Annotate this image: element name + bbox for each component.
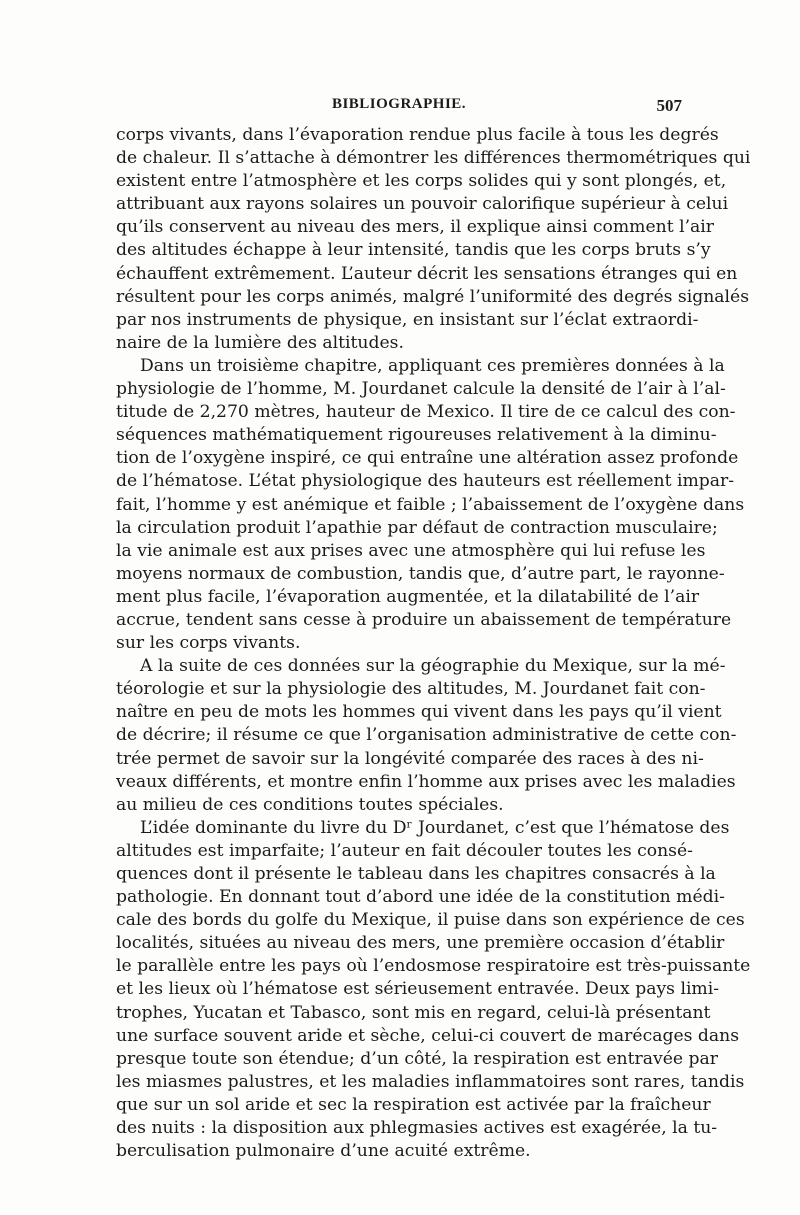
text-line: pathologie. En donnant tout d’abord une idée de la constitution médi- bbox=[116, 887, 725, 908]
text-line: titude de 2,270 mètres, hauteur de Mexico. Il tire de ce calcul des con- bbox=[116, 402, 736, 423]
text-line: veaux différents, et montre enfin l’homme aux prises avec les maladies bbox=[116, 771, 736, 792]
text-line: de l’hématose. L’état physiologique des hauteurs est réellement impar- bbox=[116, 471, 735, 492]
text-line: trée permet de savoir sur la longévité comparée des races à des ni- bbox=[116, 748, 704, 769]
text-line: A la suite de ces données sur la géographie du Mexique, sur la mé- bbox=[140, 656, 726, 677]
text-line: séquences mathématiquement rigoureuses relativement à la diminu- bbox=[116, 425, 717, 446]
text-line: de décrire; il résume ce que l’organisation administrative de cette con- bbox=[116, 725, 737, 746]
text-line: la circulation produit l’apathie par défaut de contraction musculaire; bbox=[116, 517, 718, 538]
text-line: altitudes est imparfaite; l’auteur en fait découler toutes les consé- bbox=[116, 840, 693, 861]
text-line: que sur un sol aride et sec la respiration est activée par la fraîcheur bbox=[116, 1094, 711, 1115]
page-number: 507 bbox=[656, 96, 682, 115]
text-line: de chaleur. Il s’attache à démontrer les différences thermométriques qui bbox=[116, 148, 751, 169]
text-line: ment plus facile, l’évaporation augmentée, et la dilatabilité de l’air bbox=[116, 586, 700, 607]
text-line: résultent pour les corps animés, malgré l’uniformité des degrés signalés bbox=[116, 286, 750, 307]
text-line: qu’ils conservent au niveau des mers, il explique ainsi comment l’air bbox=[116, 217, 715, 238]
text-line: trophes, Yucatan et Tabasco, sont mis en regard, celui-là présentant bbox=[116, 1002, 711, 1023]
text-line: des nuits : la disposition aux phlegmasies actives est exagérée, la tu- bbox=[116, 1118, 718, 1139]
text-line: fait, l’homme y est anémique et faible ; l’abaissement de l’oxygène dans bbox=[116, 494, 745, 515]
text-line: tion de l’oxygène inspiré, ce qui entraîne une altération assez profonde bbox=[116, 448, 739, 469]
text-line: naître en peu de mots les hommes qui vivent dans les pays qu’il vient bbox=[116, 702, 722, 723]
text-line: les miasmes palustres, et les maladies inflammatoires sont rares, tandis bbox=[116, 1071, 745, 1092]
text-line: et les lieux où l’hématose est sérieusement entravée. Deux pays limi- bbox=[116, 979, 720, 1000]
body-text bbox=[116, 124, 751, 1163]
text-line: sur les corps vivants. bbox=[116, 633, 301, 654]
text-line: une surface souvent aride et sèche, celui-ci couvert de marécages dans bbox=[116, 1025, 740, 1046]
text-line: cale des bords du golfe du Mexique, il puise dans son expérience de ces bbox=[116, 910, 745, 931]
text-line: échauffent extrêmement. L’auteur décrit les sensations étranges qui en bbox=[116, 263, 738, 284]
text-line: téorologie et sur la physiologie des altitudes, M. Jourdanet fait con- bbox=[116, 679, 706, 700]
text-line: des altitudes échappe à leur intensité, tandis que les corps bruts s’y bbox=[116, 240, 711, 261]
page-header bbox=[116, 96, 682, 120]
text-line: corps vivants, dans l’évaporation rendue plus facile à tous les degrés bbox=[116, 125, 719, 145]
text-line: la vie animale est aux prises avec une atmosphère qui lui refuse les bbox=[116, 540, 706, 561]
text-line: par nos instruments de physique, en insistant sur l’éclat extraordi- bbox=[116, 309, 699, 330]
text-line: L’idée dominante du livre du Dʳ Jourdanet, c’est que l’hématose des bbox=[140, 817, 730, 838]
text-line: attribuant aux rayons solaires un pouvoir calorifique supérieur à celui bbox=[116, 194, 729, 215]
text-line: Dans un troisième chapitre, appliquant ces premières données à la bbox=[140, 355, 725, 376]
text-line: presque toute son étendue; d’un côté, la respiration est entravée par bbox=[116, 1048, 718, 1069]
text-line: quences dont il présente le tableau dans les chapitres consacrés à la bbox=[116, 864, 716, 884]
text-line: berculisation pulmonaire d’une acuité extrême. bbox=[116, 1141, 531, 1162]
text-line: naire de la lumière des altitudes. bbox=[116, 332, 404, 353]
text-line: localités, situées au niveau des mers, une première occasion d’établir bbox=[116, 933, 725, 954]
text-line: existent entre l’atmosphère et les corps solides qui y sont plongés, et, bbox=[116, 171, 727, 192]
text-line: physiologie de l’homme, M. Jourdanet calcule la densité de l’air à l’al- bbox=[116, 379, 726, 400]
text-line: accrue, tendent sans cesse à produire un abaissement de température bbox=[116, 609, 732, 630]
text-line: le parallèle entre les pays où l’endosmose respiratoire est très-puissante bbox=[116, 956, 751, 977]
running-title: BIBLIOGRAPHIE. bbox=[331, 96, 467, 112]
text-line: moyens normaux de combustion, tandis que, d’autre part, le rayonne- bbox=[116, 563, 725, 584]
text-line: au milieu de ces conditions toutes spéciales. bbox=[116, 794, 504, 815]
